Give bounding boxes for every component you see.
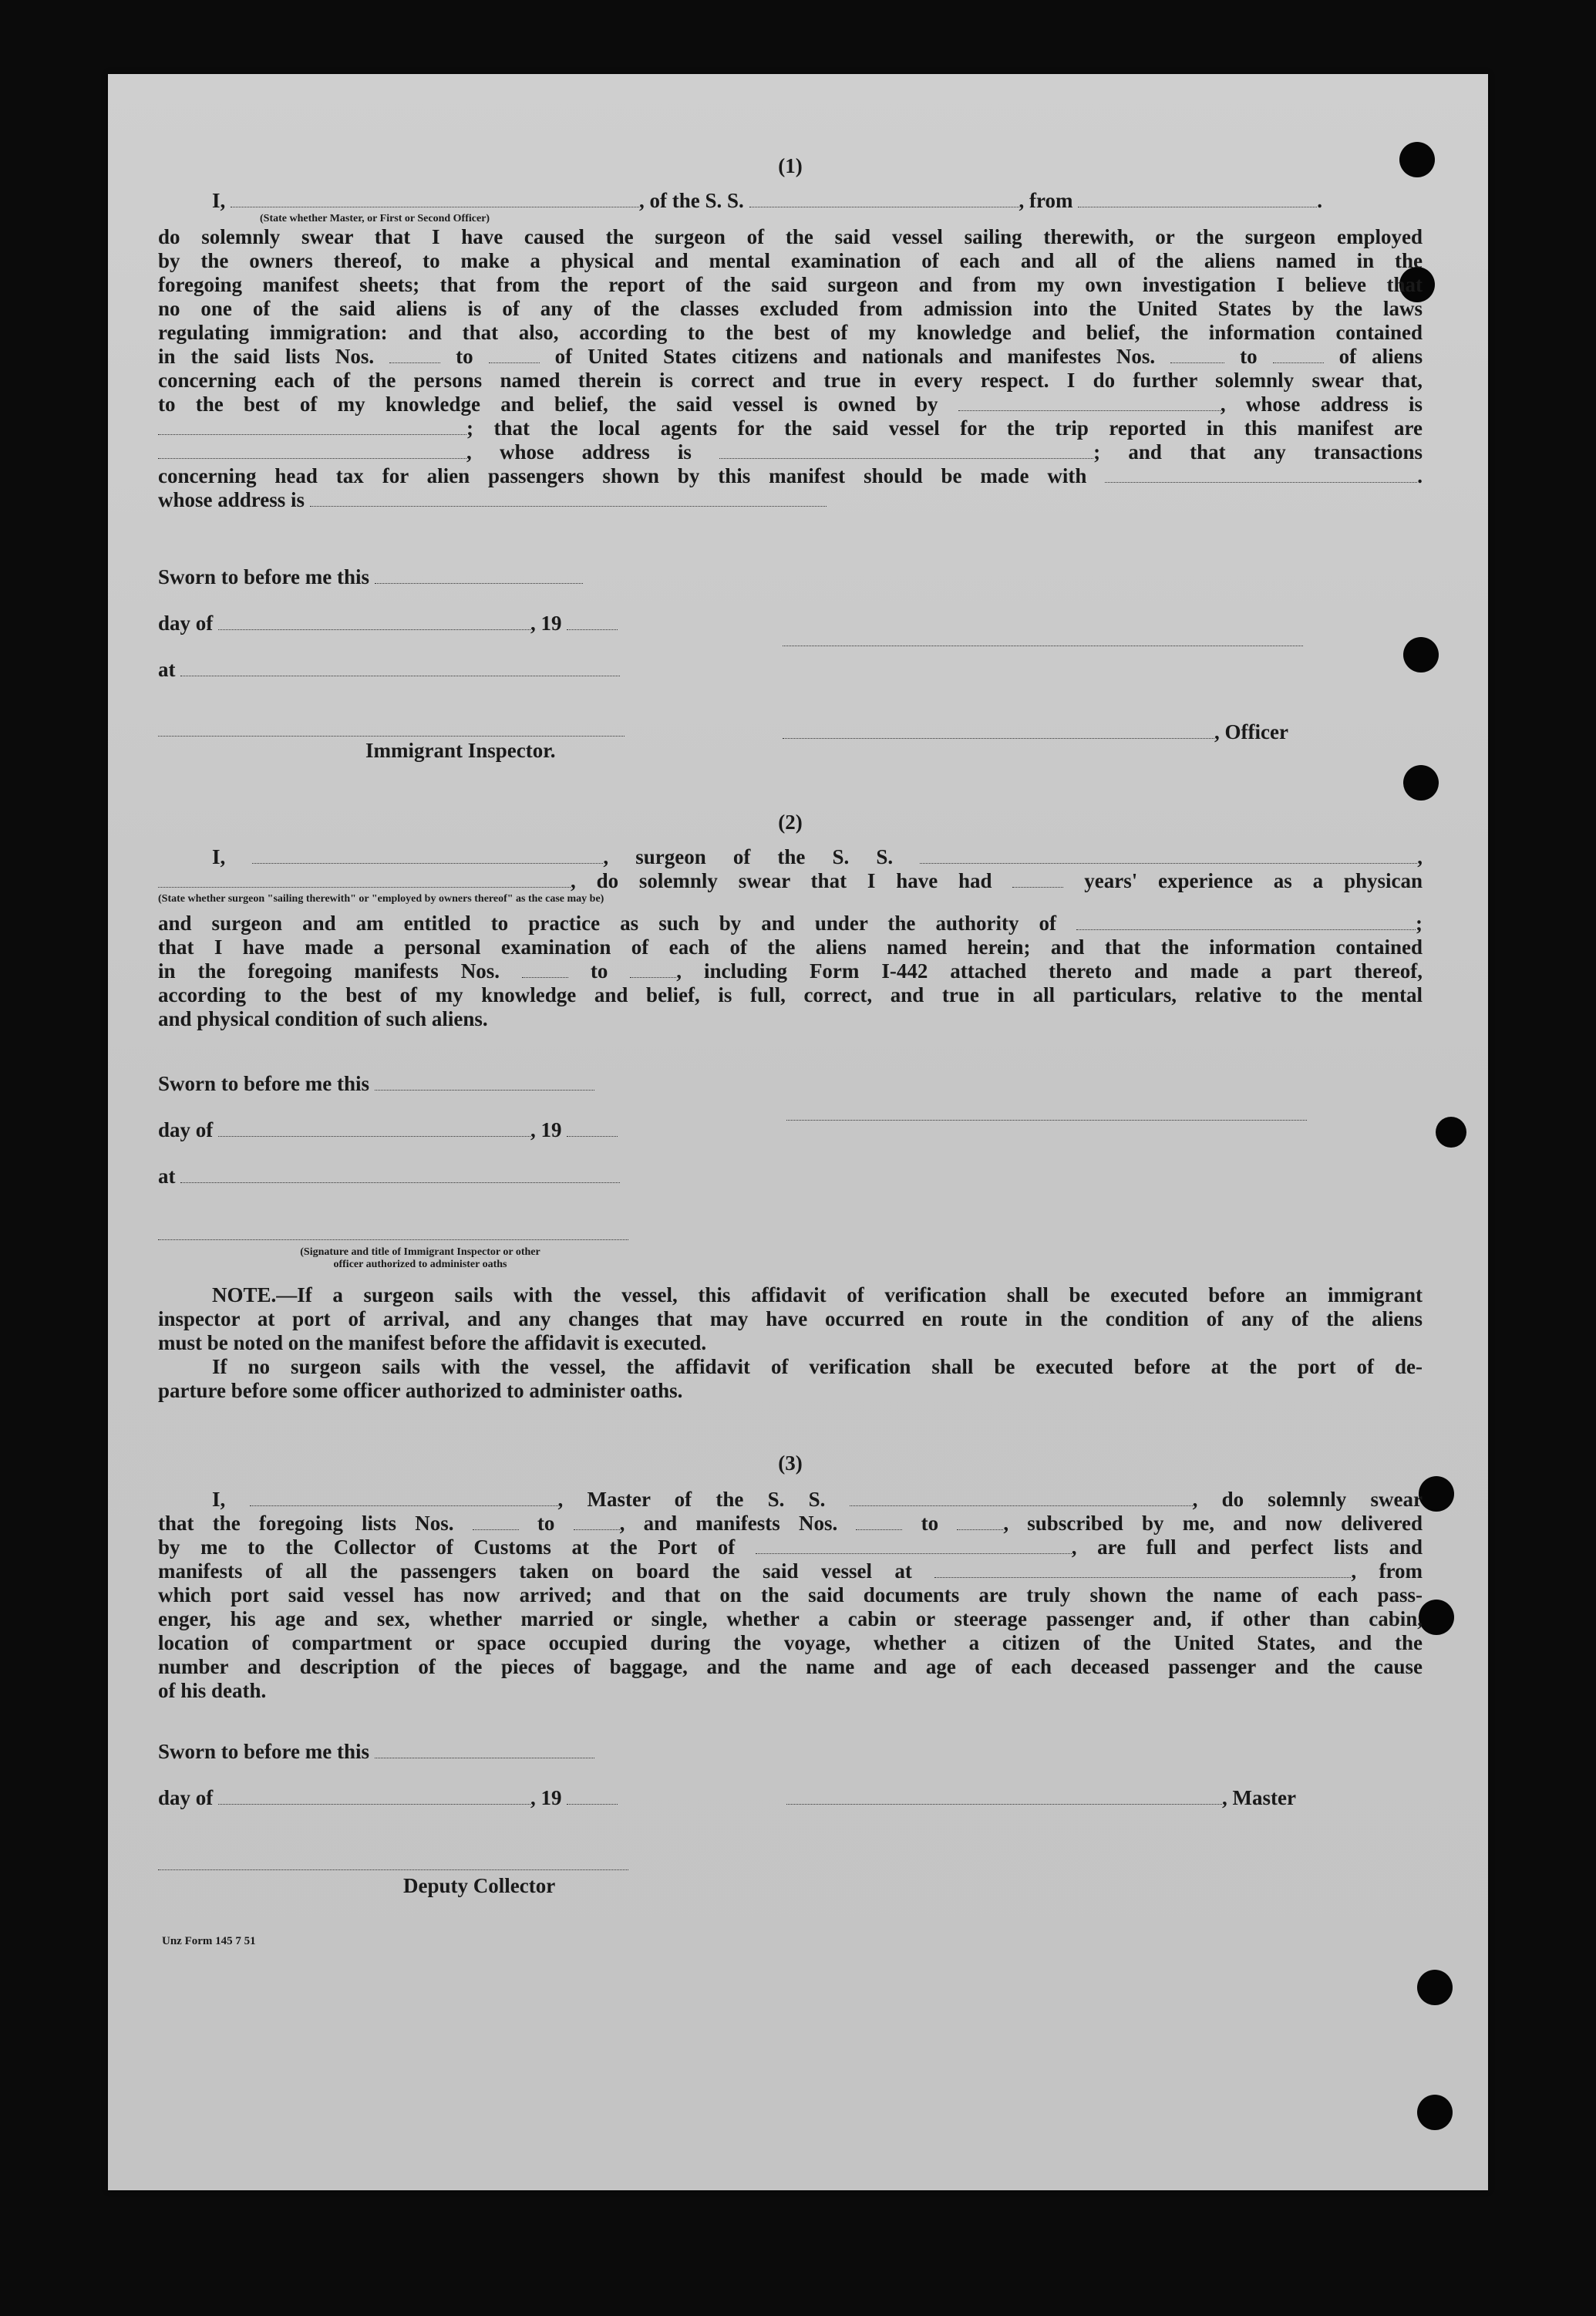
agents-address-field[interactable]	[719, 457, 1093, 459]
text: , 19	[530, 1786, 562, 1809]
text: , Master of the S. S.	[557, 1488, 826, 1511]
punch-hole	[1436, 1117, 1466, 1148]
text: to the best of my knowledge and belief, the said vessel is owned by	[158, 393, 938, 416]
text: ; that the local agents for the said vessel for the trip reported in this manifest are	[466, 416, 1423, 440]
body-line: by the owners thereof, to make a physical and mental examination of each and all of the aliens named in the	[158, 249, 1423, 272]
sworn-date-field[interactable]	[375, 1757, 594, 1758]
note-line: NOTE.—If a surgeon sails with the vessel, this affidavit of verification shall be executed before an immigrant	[212, 1283, 1423, 1306]
text: I,	[212, 845, 226, 868]
collector-signature-line[interactable]	[158, 1869, 628, 1870]
form-identifier: Unz Form 145 7 51	[162, 1935, 256, 1947]
sworn-label	[158, 1740, 594, 1764]
note-block	[158, 1283, 1423, 1403]
text: in the foregoing manifests Nos.	[158, 959, 500, 983]
master-name-field[interactable]	[250, 1505, 558, 1506]
section-2	[158, 811, 1423, 1031]
text: , Master	[1222, 1786, 1296, 1809]
body-line: that I have made a personal examination of each of the aliens named herein; and that the information contained	[158, 936, 1423, 959]
place-field[interactable]	[180, 1182, 620, 1183]
body-line: of his death.	[158, 1679, 267, 1702]
manifest-no-from-field[interactable]	[1170, 362, 1224, 363]
body-line: concerning each of the persons named therein is correct and true in every respect. I do further solemnly swear that,	[158, 369, 1423, 392]
sworn-date-field[interactable]	[375, 1089, 594, 1091]
section-number: (1)	[778, 154, 803, 177]
section-1-line-1	[158, 189, 1423, 213]
surgeon-status-hint: (State whether surgeon "sailing therewith" or "employed by owners thereof" as the case may be)	[158, 893, 604, 905]
text: to	[590, 959, 608, 983]
text: manifests of all the passengers taken on board the said vessel at	[158, 1559, 912, 1583]
boarding-port-field[interactable]	[934, 1576, 1351, 1578]
from-port-field[interactable]	[1078, 206, 1317, 207]
list-no-from-field[interactable]	[473, 1529, 519, 1530]
officer-rank-hint: (State whether Master, or First or Second Officer)	[260, 213, 490, 224]
text: day of	[158, 1786, 214, 1809]
note-line: must be noted on the manifest before the affidavit is executed.	[158, 1331, 707, 1354]
inspector-title: Immigrant Inspector.	[365, 739, 556, 762]
text: , surgeon of the S. S.	[603, 845, 894, 868]
text: I,	[212, 189, 226, 212]
text: and surgeon and am entitled to practice as such by and under the authority of	[158, 912, 1056, 935]
sworn-label	[158, 1072, 594, 1096]
text: (Signature and title of Immigrant Inspector or other	[300, 1246, 540, 1258]
collector-title: Deputy Collector	[403, 1874, 556, 1897]
text: ,	[1417, 845, 1423, 868]
year-field[interactable]	[567, 1135, 618, 1137]
text: to	[921, 1512, 939, 1535]
authority-field[interactable]	[1076, 929, 1416, 930]
body-line	[158, 440, 1423, 464]
text: that the foregoing lists Nos.	[158, 1512, 454, 1535]
section-3	[158, 1451, 1423, 1703]
text: whose address is	[158, 488, 305, 511]
signature-line[interactable]	[786, 1119, 1307, 1121]
body-line	[158, 345, 1423, 369]
text: ; and that any transactions	[1093, 440, 1423, 464]
at-label	[158, 658, 620, 682]
punch-hole	[1419, 1600, 1454, 1635]
head-tax-address-field[interactable]	[310, 505, 827, 507]
text: to	[537, 1512, 555, 1535]
text: by me to the Collector of Customs at the Port of	[158, 1536, 736, 1559]
text: , 19	[530, 612, 562, 635]
text: , from	[1019, 189, 1073, 212]
owner-field[interactable]	[958, 410, 1221, 411]
list-no-from-field[interactable]	[389, 362, 440, 363]
text: Sworn to before me this	[158, 1072, 369, 1095]
body-line	[158, 1559, 1423, 1583]
text: , of the S. S.	[639, 189, 744, 212]
section-2-line-1	[158, 845, 1423, 869]
body-line	[158, 393, 1423, 416]
body-line	[158, 959, 1423, 983]
list-no-to-field[interactable]	[574, 1529, 620, 1530]
at-label	[158, 1165, 620, 1188]
master-signature-field[interactable]	[786, 1803, 1222, 1805]
head-tax-contact-field[interactable]	[1105, 481, 1417, 483]
punch-hole	[1417, 1970, 1453, 2005]
officer-signature	[783, 720, 1288, 744]
text: , do solemnly swear	[1192, 1488, 1423, 1511]
text: , Officer	[1214, 720, 1288, 743]
text: officer authorized to administer oaths	[333, 1259, 507, 1270]
day-of-label	[158, 1118, 618, 1142]
punch-hole	[1419, 1476, 1454, 1512]
officer-signature-field[interactable]	[783, 737, 1214, 739]
text: to	[456, 345, 473, 368]
text: Sworn to before me this	[158, 565, 369, 588]
body-line: which port said vessel has now arrived; and that on the said documents are truly shown the name of each pass-	[158, 1583, 1423, 1606]
master-signature	[786, 1786, 1296, 1810]
document-page	[108, 74, 1488, 2190]
text: of United States citizens and nationals and manifestes Nos.	[554, 345, 1156, 368]
body-line	[158, 488, 1423, 512]
section-number: (3)	[778, 1451, 803, 1475]
text: I,	[212, 1488, 226, 1511]
text: day of	[158, 612, 214, 635]
day-of-label	[158, 612, 618, 635]
body-line	[158, 416, 1423, 440]
note-line: If no surgeon sails with the vessel, the affidavit of verification shall be executed before at the port of de-	[212, 1355, 1423, 1378]
body-line	[158, 1536, 1423, 1559]
text: to	[1240, 345, 1258, 368]
text: , and manifests Nos.	[619, 1512, 838, 1535]
text: day of	[158, 1118, 214, 1141]
port-of-field[interactable]	[756, 1552, 1072, 1554]
officer-name-field[interactable]	[231, 206, 639, 207]
text: at	[158, 658, 176, 681]
text: , do solemnly swear that I have had	[571, 869, 992, 892]
month-field[interactable]	[218, 1803, 530, 1805]
body-line: number and description of the pieces of baggage, and the name and age of each deceased passenger and the cause	[158, 1655, 1423, 1678]
year-field[interactable]	[567, 629, 618, 630]
text: years' experience as a physican	[1084, 869, 1423, 892]
text: Sworn to before me this	[158, 1740, 369, 1763]
signature-line[interactable]	[783, 645, 1303, 646]
year-field[interactable]	[567, 1803, 618, 1805]
text: of aliens	[1338, 345, 1423, 368]
master-vessel-field[interactable]	[850, 1505, 1193, 1506]
manifest-no-to-field[interactable]	[957, 1529, 1003, 1530]
month-field[interactable]	[218, 629, 530, 630]
section-2-line-2	[158, 869, 1423, 893]
text: .	[1317, 189, 1323, 212]
body-line: according to the best of my knowledge and belief, is full, correct, and true in all particulars, relative to the mental	[158, 983, 1423, 1006]
sworn-label	[158, 565, 583, 589]
text: , whose address is	[466, 440, 692, 464]
body-line	[158, 1512, 1423, 1536]
manifest-no-from-field[interactable]	[856, 1529, 902, 1530]
text: , including Form I-442 attached thereto and made a part thereof,	[676, 959, 1423, 983]
surgeon-vessel-field[interactable]	[920, 862, 1417, 864]
body-line: foregoing manifest sheets; that from the report of the said surgeon and from my own investigation I believe that	[158, 273, 1423, 296]
signature-hint	[220, 1246, 621, 1271]
note-line: parture before some officer authorized to administer oaths.	[158, 1379, 683, 1402]
body-line: and physical condition of such aliens.	[158, 1007, 488, 1030]
text: , 19	[530, 1118, 562, 1141]
local-agents-field[interactable]	[158, 457, 466, 459]
vessel-name-field[interactable]	[749, 206, 1019, 207]
note-line: inspector at port of arrival, and any changes that may have occurred en route in the condition of any of the aliens	[158, 1307, 1423, 1330]
list-no-to-field[interactable]	[489, 362, 540, 363]
punch-hole	[1403, 765, 1439, 801]
text: , from	[1351, 1559, 1423, 1583]
body-line: location of compartment or space occupied during the voyage, whether a citizen of the United States, and the	[158, 1631, 1423, 1654]
inspector-signature-line[interactable]	[158, 1239, 628, 1240]
punch-hole	[1403, 637, 1439, 673]
day-of-label	[158, 1786, 618, 1810]
text: in the said lists Nos.	[158, 345, 375, 368]
years-experience-field[interactable]	[1012, 886, 1063, 888]
body-line: enger, his age and sex, whether married or single, whether a cabin or steerage passenger and, if other than cabin,	[158, 1607, 1423, 1630]
section-3-line-1	[158, 1488, 1423, 1512]
surgeon-name-field[interactable]	[252, 862, 603, 864]
text: ;	[1416, 912, 1423, 935]
body-line: do solemnly swear that I have caused the surgeon of the said vessel sailing therewith, or the surgeon employed	[158, 225, 1423, 248]
text: concerning head tax for alien passengers shown by this manifest should be made with	[158, 464, 1087, 487]
surgeon-status-field[interactable]	[158, 886, 571, 888]
text: .	[1417, 464, 1423, 487]
body-line: no one of the said aliens is of any of the classes excluded from admission into the United States by the laws	[158, 297, 1423, 320]
section-number: (2)	[778, 811, 803, 834]
text: , are full and perfect lists and	[1071, 1536, 1423, 1559]
manifest-no-from-field[interactable]	[522, 976, 568, 978]
manifest-no-to-field[interactable]	[630, 976, 676, 978]
punch-hole	[1417, 2095, 1453, 2130]
body-line: regulating immigration: and that also, according to the best of my knowledge and belief, the information contained	[158, 321, 1423, 344]
body-line	[158, 912, 1423, 936]
month-field[interactable]	[218, 1135, 530, 1137]
owner-address-field[interactable]	[158, 433, 466, 435]
sworn-date-field[interactable]	[375, 582, 583, 584]
section-1	[158, 154, 1423, 512]
text: , whose address is	[1220, 393, 1423, 416]
inspector-signature-line[interactable]	[158, 735, 625, 737]
body-line	[158, 464, 1423, 488]
manifest-no-to-field[interactable]	[1273, 362, 1324, 363]
place-field[interactable]	[180, 675, 620, 676]
text: , subscribed by me, and now delivered	[1003, 1512, 1423, 1535]
text: at	[158, 1165, 176, 1188]
